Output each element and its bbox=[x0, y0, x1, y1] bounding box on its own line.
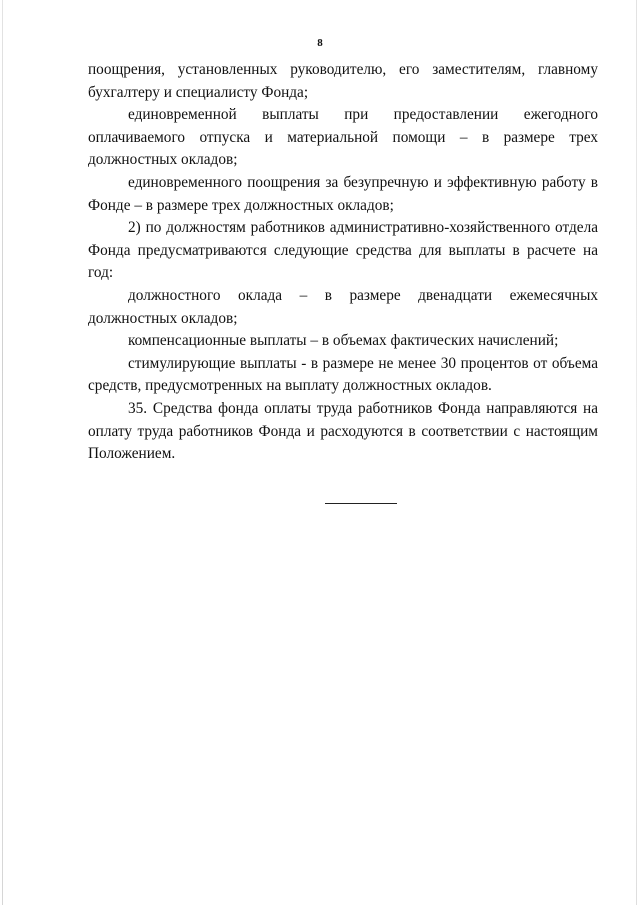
page-number: 8 bbox=[317, 37, 323, 49]
document-body bbox=[88, 59, 598, 466]
paragraph-continuation: поощрения, установленных руководителю, его заместителям, главному бухгалтеру и специалисту Фонда; bbox=[88, 61, 598, 101]
paragraph-admin-positions: 2) по должностям работников административно-хозяйственного отдела Фонда предусматриваются следующие средства для выплаты в расчете на год: bbox=[88, 219, 598, 282]
paragraph-one-time-bonus: единовременного поощрения за безупречную и эффективную работу в Фонде – в размере трех должностных окладов; bbox=[88, 173, 598, 214]
paragraph-35: 35. Средства фонда оплаты труда работников Фонда направляются на оплату труда работников Фонда и расходуются в соответствии с настоящим Положением. bbox=[88, 399, 598, 463]
paragraph-compensation: компенсационные выплаты – в объемах фактических начислений; bbox=[128, 332, 559, 350]
scan-edge-right bbox=[636, 0, 637, 905]
paragraph-incentive: стимулирующие выплаты - в размере не менее 30 процентов от объема средств, предусмотренных на выплату должностных окладов. bbox=[88, 354, 598, 395]
paragraph-vacation-payment: единовременной выплаты при предоставлении ежегодного оплачиваемого отпуска и материальной помощи – в размере трех должностных окладов; bbox=[88, 106, 598, 169]
scan-edge-left bbox=[2, 0, 3, 905]
closing-divider bbox=[325, 503, 397, 504]
paragraph-salary: должностного оклада – в размере двенадцати ежемесячных должностных окладов; bbox=[88, 286, 598, 327]
